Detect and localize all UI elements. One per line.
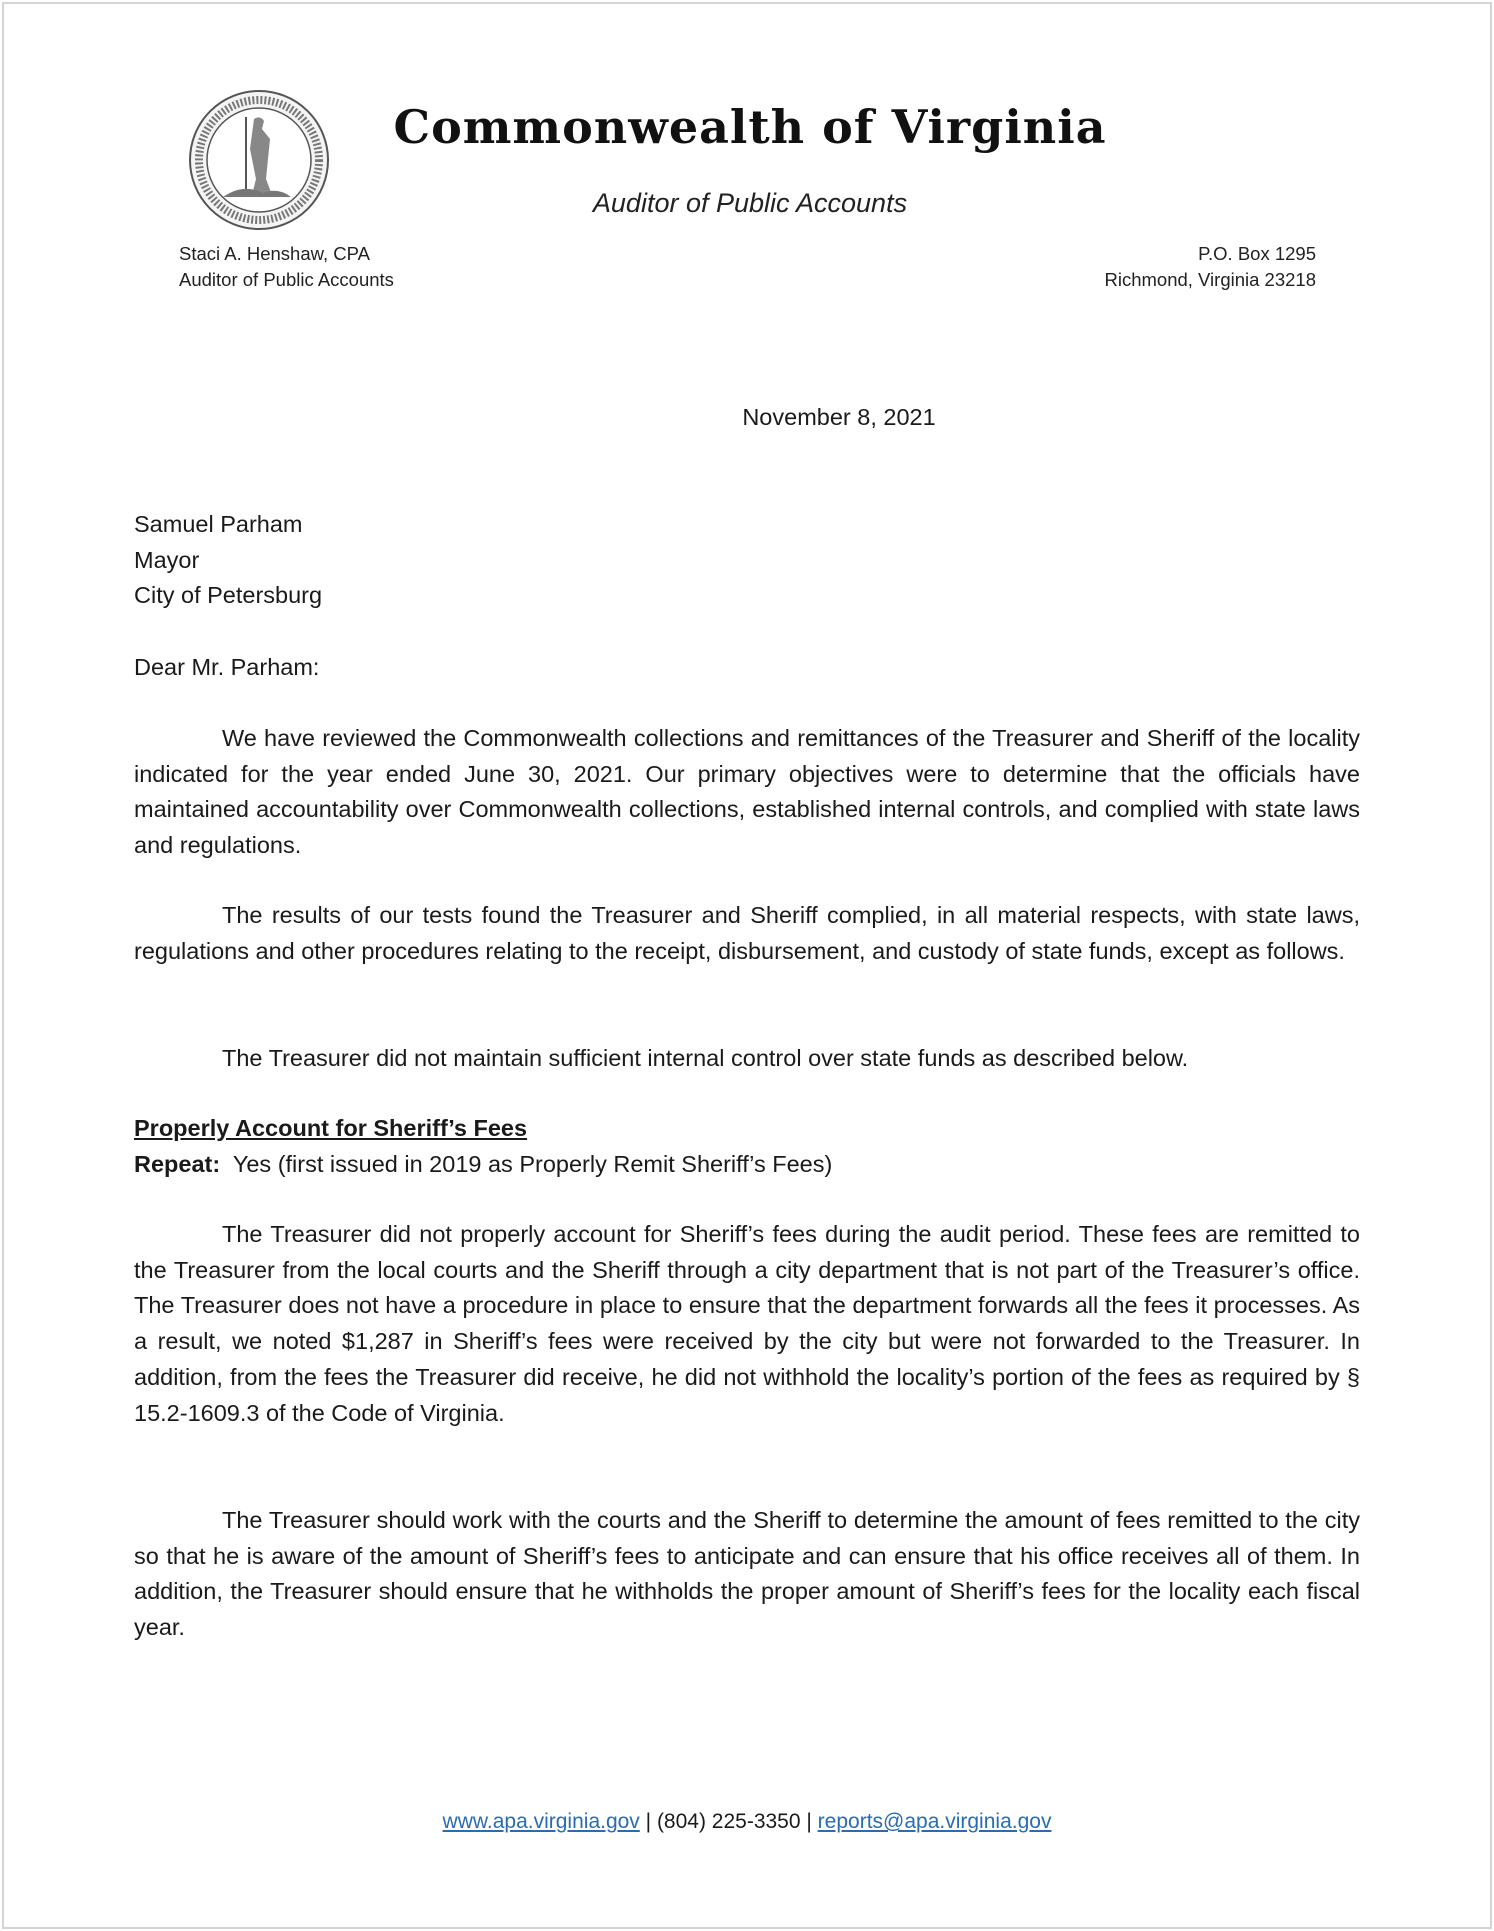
salutation: Dear Mr. Parham: <box>134 654 320 680</box>
email-link[interactable]: reports@apa.virginia.gov <box>817 1810 1052 1833</box>
city-state-zip: Richmond, Virginia 23218 <box>1104 269 1316 290</box>
paragraph: We have reviewed the Commonwealth collections and remittances of the Treasurer and Sheriff of the locality indicated for the year ended June 30, 2021. Our primary objectives were to determine that the officials have maintained accountability over Commonwealth collections, established internal controls, and complied with state laws and regulations. <box>134 725 1360 859</box>
mailing-address <box>1104 241 1316 293</box>
auditor-name: Staci A. Henshaw, CPA <box>179 243 370 264</box>
recommendation-paragraph: The Treasurer should work with the courts and the Sheriff to determine the amount of fees remitted to the city so that he is aware of the amount of Sheriff’s fees to anticipate and can ensure that his office receives all of them. In addition, the Treasurer should ensure that he withholds the proper amount of Sheriff’s fees for the locality each fiscal year. <box>134 1507 1360 1641</box>
phone-number: (804) 225-3350 <box>656 1810 801 1833</box>
auditor-title: Auditor of Public Accounts <box>179 269 394 290</box>
po-box: P.O. Box 1295 <box>1198 243 1316 264</box>
paragraph: The results of our tests found the Treasurer and Sheriff complied, in all material respects, with state laws, regulations and other procedures relating to the receipt, disbursement, and custody of state funds, except as follows. <box>134 902 1360 964</box>
website-link[interactable]: www.apa.virginia.gov <box>442 1810 640 1833</box>
finding-heading: Properly Account for Sheriff’s Fees <box>134 1115 528 1141</box>
recipient-title: Mayor <box>134 546 200 573</box>
repeat-value: Yes (first issued in 2019 as Properly Remit Sheriff’s Fees) <box>232 1151 833 1177</box>
recipient-org: City of Petersburg <box>134 582 323 609</box>
paragraph: The Treasurer did not maintain sufficient internal control over state funds as described below. <box>222 1045 1189 1071</box>
separator: | <box>639 1810 657 1833</box>
repeat-line <box>134 1147 832 1183</box>
finding-paragraph: The Treasurer did not properly account for Sheriff’s fees during the audit period. These fees are remitted to the Treasurer from the local courts and the Sheriff through a city department that is not part of the Treasurer’s office. The Treasurer does not have a procedure in place to ensure that the department forwards all the fees it processes. As a result, we noted $1,287 in Sheriff’s fees were received by the city but were not forwarded to the Treasurer. In addition, from the fees the Treasurer did receive, he did not withhold the locality’s portion of the fees as required by § 15.2-1609.3 of the Code of Virginia. <box>134 1221 1360 1426</box>
separator: | <box>800 1810 818 1833</box>
virginia-seal-icon <box>188 89 330 231</box>
recipient-block <box>134 507 322 614</box>
letterhead-subtitle: Auditor of Public Accounts <box>592 188 908 218</box>
auditor-block <box>179 241 394 293</box>
repeat-label: Repeat: <box>134 1151 221 1177</box>
letter-date: November 8, 2021 <box>742 404 936 430</box>
recipient-name: Samuel Parham <box>134 511 303 537</box>
letterhead-title: Commonwealth of Virginia <box>393 100 1107 154</box>
footer <box>0 1810 1494 1834</box>
